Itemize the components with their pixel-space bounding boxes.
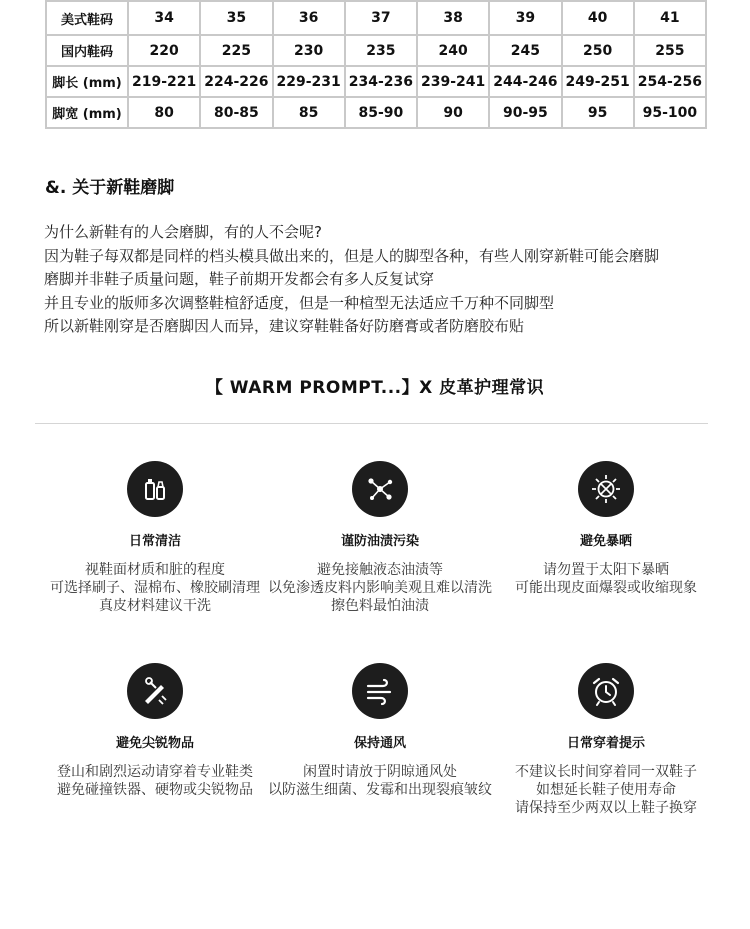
tip-line: 视鞋面材质和脏的程度 [85, 562, 225, 578]
tip-body [481, 561, 731, 597]
table-cell: 90 [417, 97, 489, 128]
size-table [45, 0, 707, 129]
tip-body [255, 763, 505, 799]
table-cell: 235 [345, 35, 417, 66]
tip-line: 以免渗透皮料内影响美观且难以清洗 [268, 580, 492, 596]
table-cell: 250 [562, 35, 634, 66]
wind-icon [352, 663, 408, 719]
table-row [46, 97, 706, 128]
table-cell: 34 [128, 1, 200, 35]
paragraph-line: 磨脚并非鞋子质量问题，鞋子前期开发都会有多人反复试穿 [44, 270, 435, 288]
table-cell: 38 [417, 1, 489, 35]
table-cell: 95-100 [634, 97, 706, 128]
table-cell: 90-95 [489, 97, 561, 128]
row-label: 国内鞋码 [46, 35, 128, 66]
tip-ventilation [255, 663, 505, 799]
tip-title: 保持通风 [353, 736, 406, 751]
paragraph-line: 为什么新鞋有的人会磨脚，有的人不会呢? [44, 223, 322, 241]
tip-title: 避免尖锐物品 [115, 736, 194, 751]
tip-line: 闲置时请放于阴晾通风处 [303, 764, 457, 780]
table-cell: 219-221 [128, 66, 200, 97]
table-cell: 224-226 [200, 66, 272, 97]
tip-daily-wear [481, 663, 731, 817]
table-cell: 255 [634, 35, 706, 66]
table-cell: 245 [489, 35, 561, 66]
tip-line: 请勿置于太阳下暴晒 [543, 562, 669, 578]
table-cell: 35 [200, 1, 272, 35]
table-cell: 39 [489, 1, 561, 35]
table-cell: 244-246 [489, 66, 561, 97]
section-paragraph [44, 221, 724, 339]
tip-line: 避免接触液态油渍等 [317, 562, 443, 578]
tip-line: 以防滋生细菌、发霉和出现裂痕皱纹 [268, 782, 492, 798]
sun-icon [578, 461, 634, 517]
table-cell: 80 [128, 97, 200, 128]
table-cell: 249-251 [562, 66, 634, 97]
section-title: &. 关于新鞋磨脚 [45, 178, 175, 198]
tip-line: 真皮材料建议干洗 [99, 598, 211, 614]
tip-daily-cleaning [30, 461, 280, 615]
row-label: 脚宽 (mm) [46, 97, 128, 128]
table-cell: 41 [634, 1, 706, 35]
tip-line: 如想延长鞋子使用寿命 [536, 782, 676, 798]
table-cell: 225 [200, 35, 272, 66]
alarm-clock-icon [578, 663, 634, 719]
divider [35, 423, 708, 424]
table-cell: 220 [128, 35, 200, 66]
tip-title: 避免暴晒 [579, 534, 632, 549]
table-cell: 80-85 [200, 97, 272, 128]
cleaning-bottles-icon [127, 461, 183, 517]
table-cell: 240 [417, 35, 489, 66]
tip-title: 日常清洁 [128, 534, 181, 549]
tip-avoid-sharp [30, 663, 280, 799]
tip-body [30, 763, 280, 799]
table-cell: 36 [273, 1, 345, 35]
table-cell: 230 [273, 35, 345, 66]
tip-title: 日常穿着提示 [566, 736, 645, 751]
table-cell: 95 [562, 97, 634, 128]
tip-title: 谨防油渍污染 [340, 534, 419, 549]
paragraph-line: 并且专业的版师多次调整鞋楦舒适度，但是一种楦型无法适应千万种不同脚型 [44, 293, 555, 312]
table-cell: 85-90 [345, 97, 417, 128]
tip-oil-stain [255, 461, 505, 615]
tip-line: 不建议长时间穿着同一双鞋子 [515, 764, 697, 780]
table-cell: 85 [273, 97, 345, 128]
table-cell: 239-241 [417, 66, 489, 97]
tip-line: 请保持至少两双以上鞋子换穿 [515, 800, 697, 816]
tip-line: 登山和剧烈运动请穿着专业鞋类 [57, 764, 253, 780]
table-cell: 254-256 [634, 66, 706, 97]
paragraph-line: 因为鞋子每双都是同样的档头模具做出来的，但是人的脚型各种，有些人刚穿新鞋可能会磨脚 [44, 246, 660, 265]
paragraph-line: 所以新鞋刚穿是否磨脚因人而异，建议穿鞋鞋备好防磨膏或者防磨胶布贴 [44, 317, 525, 335]
table-row [46, 1, 706, 35]
tip-line: 擦色料最怕油渍 [331, 598, 429, 614]
tip-line: 可能出现皮面爆裂或收缩现象 [515, 580, 697, 596]
table-cell: 40 [562, 1, 634, 35]
row-label: 脚长 (mm) [46, 66, 128, 97]
table-row [46, 35, 706, 66]
table-cell: 229-231 [273, 66, 345, 97]
tip-body [481, 763, 731, 817]
warm-prompt-title: 【 WARM PROMPT...】X 皮革护理常识 [205, 378, 545, 398]
table-row [46, 66, 706, 97]
tip-line: 可选择刷子、湿棉布、橡胶刷清理 [50, 580, 260, 596]
table-cell: 37 [345, 1, 417, 35]
oil-stain-icon [352, 461, 408, 517]
tip-avoid-sun [481, 461, 731, 597]
sharp-tools-icon [127, 663, 183, 719]
tip-line: 避免碰撞铁器、硬物或尖锐物品 [57, 782, 253, 798]
table-cell: 234-236 [345, 66, 417, 97]
tip-body [30, 561, 280, 615]
row-label: 美式鞋码 [46, 1, 128, 35]
tip-body [255, 561, 505, 615]
